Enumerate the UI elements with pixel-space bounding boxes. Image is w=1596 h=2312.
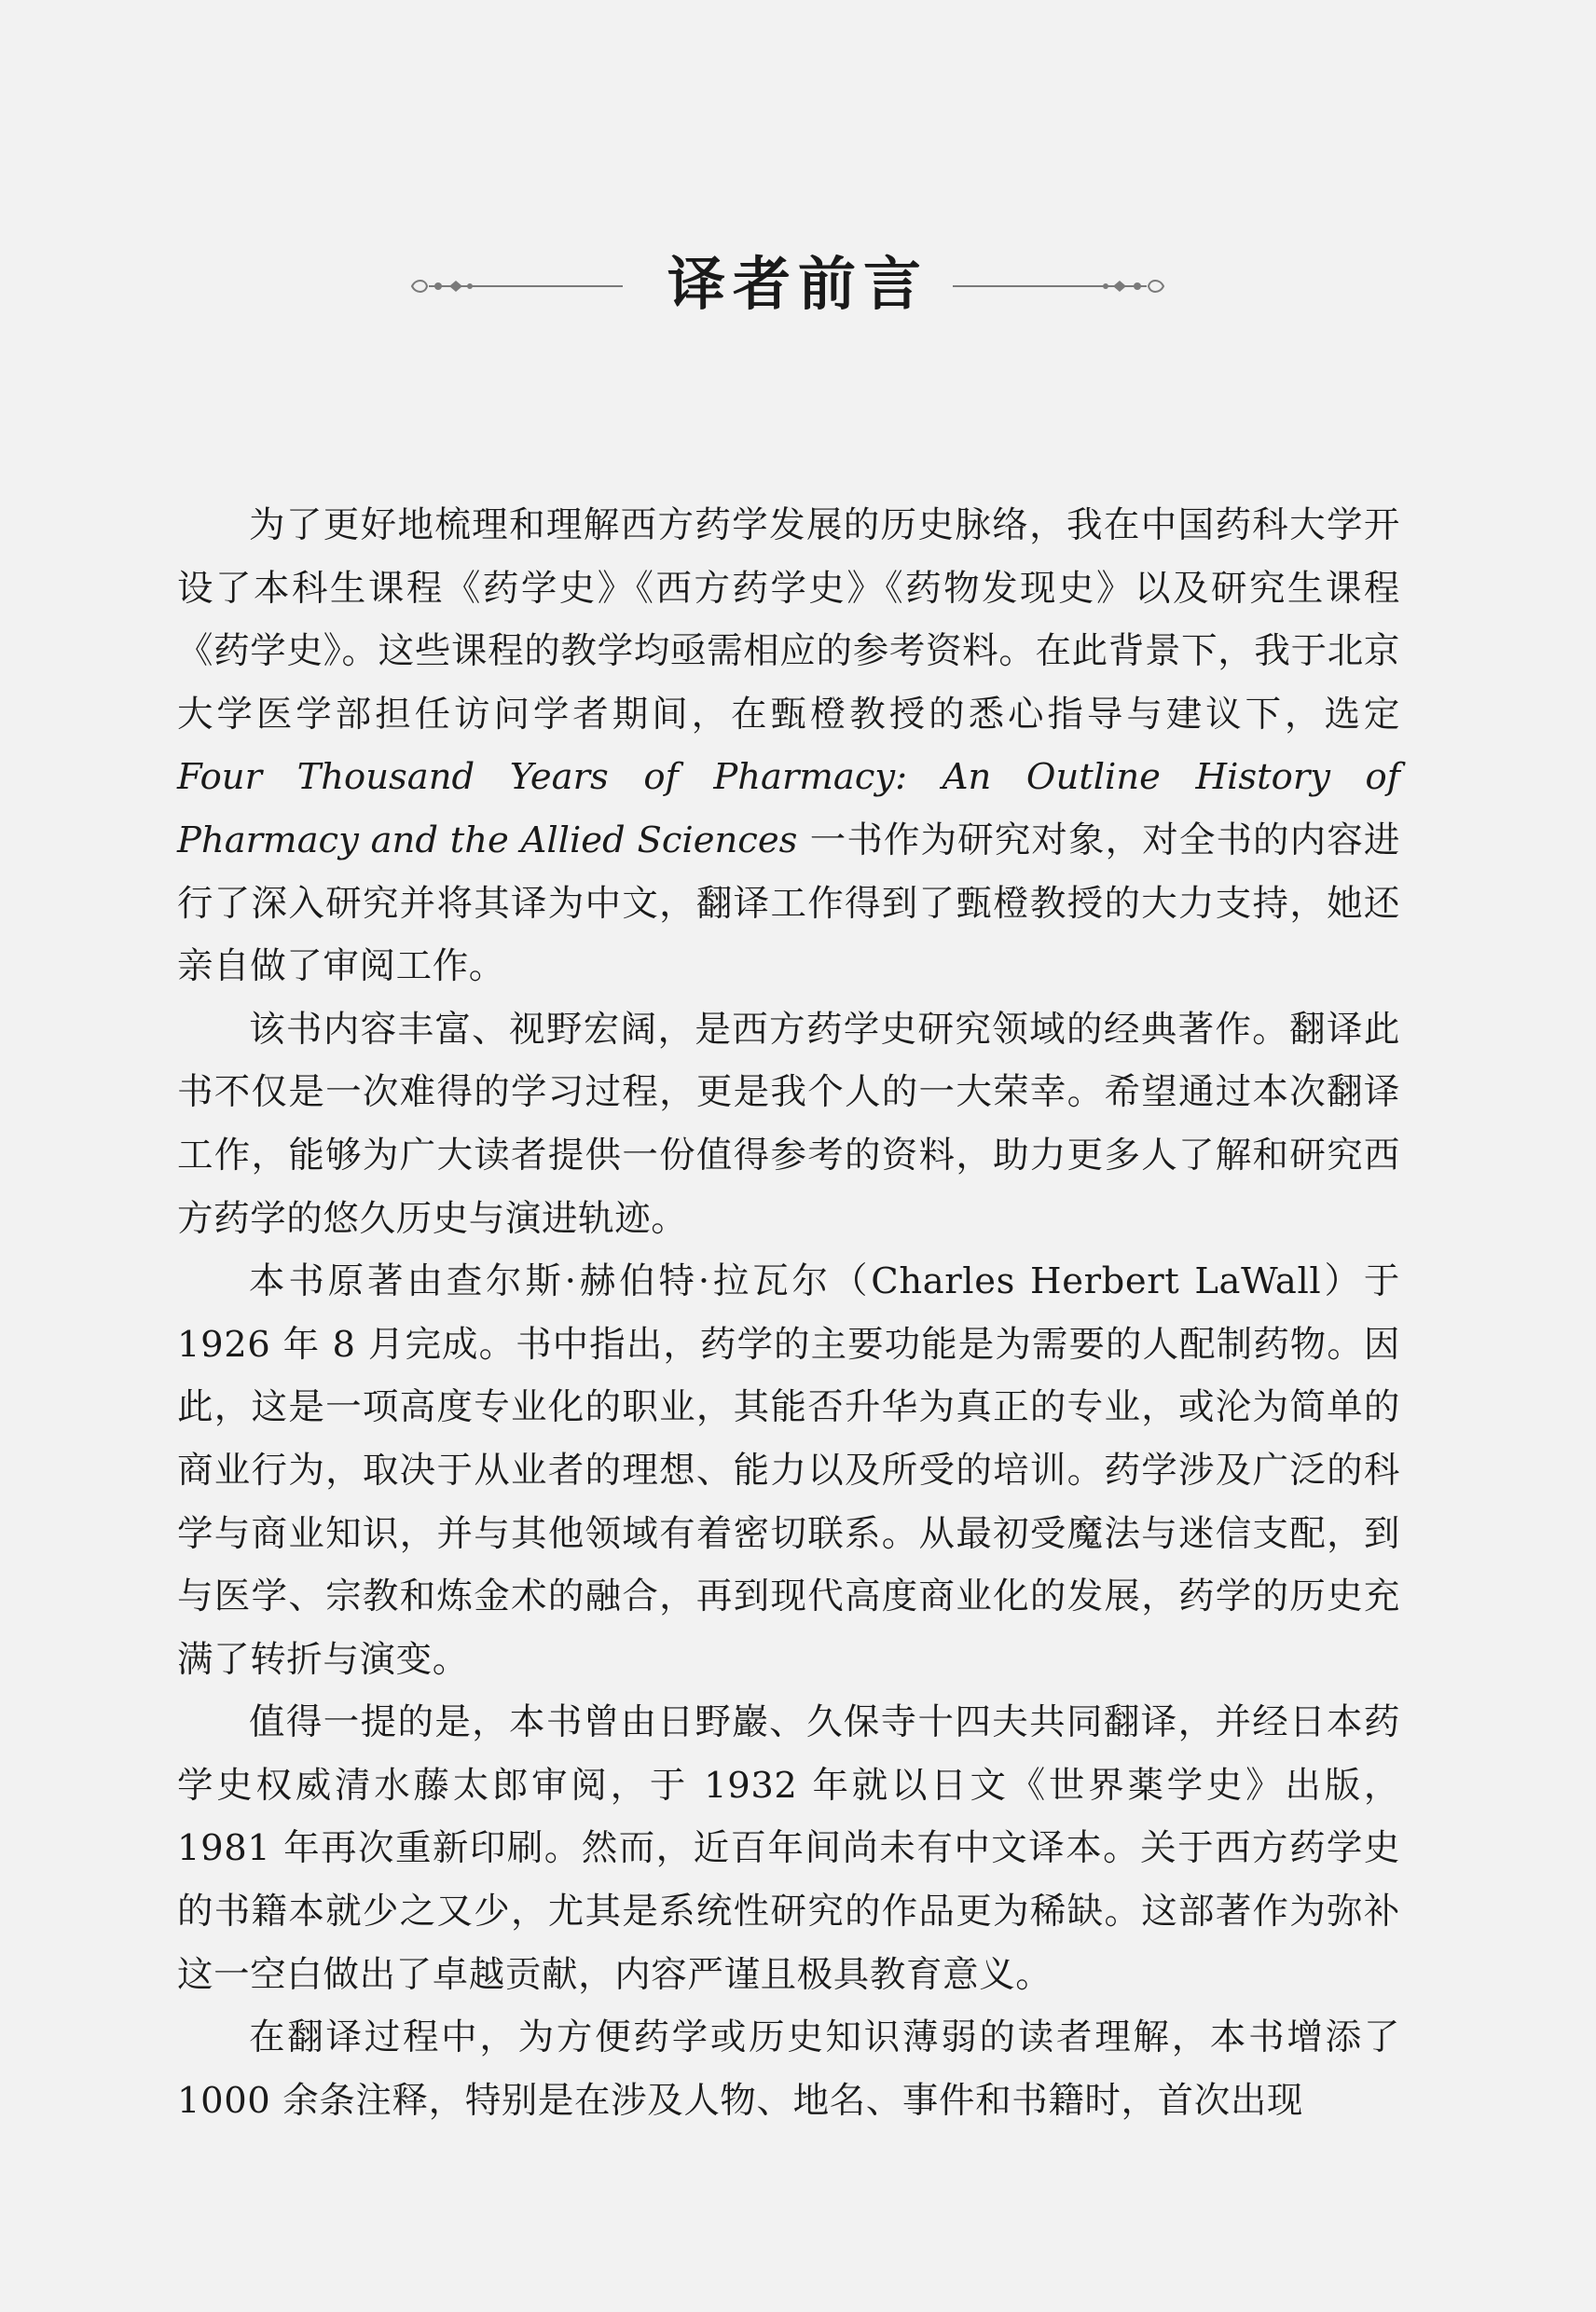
paragraph: 该书内容丰富、视野宏阔，是西方药学史研究领域的经典著作。翻译此书不仅是一次难得的学习过程，更是我个人的一大荣幸。希望通过本次翻译工作，能够为广大读者提供一份值得参考的资料，助力更多人了解和研究西方药学的悠久历史与演进轨迹。: [177, 1008, 1400, 1240]
body-text: [177, 494, 1400, 2132]
paragraph: 值得一提的是，本书曾由日野巖、久保寺十四夫共同翻译，并经日本药学史权威清水藤太郎审阅，于 1932 年就以日文《世界薬学史》出版，1981 年再次重新印刷。然而，近百年间尚未有中文译本。关于西方药学史的书籍本就少之又少，尤其是系统性研究的作品更为稀缺。这部著作为弥补这一空白做出了卓越贡献，内容严谨且极具教育意义。: [177, 1701, 1400, 1996]
paragraph: 在翻译过程中，为方便药学或历史知识薄弱的读者理解，本书增添了 1000 余条注释，特别是在涉及人物、地名、事件和书籍时，首次出现: [177, 2016, 1400, 2122]
paragraph: 为了更好地梳理和理解西方药学发展的历史脉络，我在中国药科大学开设了本科生课程《药学史》《西方药学史》《药物发现史》以及研究生课程《药学史》。这些课程的教学均亟需相应的参考资料。在此背景下，我于北京大学医学部担任访问学者期间，在甄橙教授的悉心指导与建议下，选定 Four Thousand Years of Pharmacy: An Outline History of Pharmacy and the Allied Sciences 一书作为研究对象，对全书的内容进行了深入研究并将其译为中文，翻译工作得到了甄橙教授的大力支持，她还亲自做了审阅工作。: [177, 504, 1400, 988]
title-row: [0, 238, 1596, 331]
flourish-ornament-icon: [951, 273, 1165, 299]
page-title: 译者前言: [667, 250, 929, 318]
paragraph: 本书原著由查尔斯·赫伯特·拉瓦尔（Charles Herbert LaWall）于 1926 年 8 月完成。书中指出，药学的主要功能是为需要的人配制药物。因此，这是一项高度专业化的职业，其能否升华为真正的专业，或沦为简单的商业行为，取决于从业者的理想、能力以及所受的培训。药学涉及广泛的科学与商业知识，并与其他领域有着密切联系。从最初受魔法与迷信支配，到与医学、宗教和炼金术的融合，再到现代高度商业化的发展，药学的历史充满了转折与演变。: [177, 1260, 1400, 1681]
book-title-italic: Four Thousand Years of Pharmacy: An Outline History of Pharmacy and the Allied Sciences: [177, 756, 1400, 861]
